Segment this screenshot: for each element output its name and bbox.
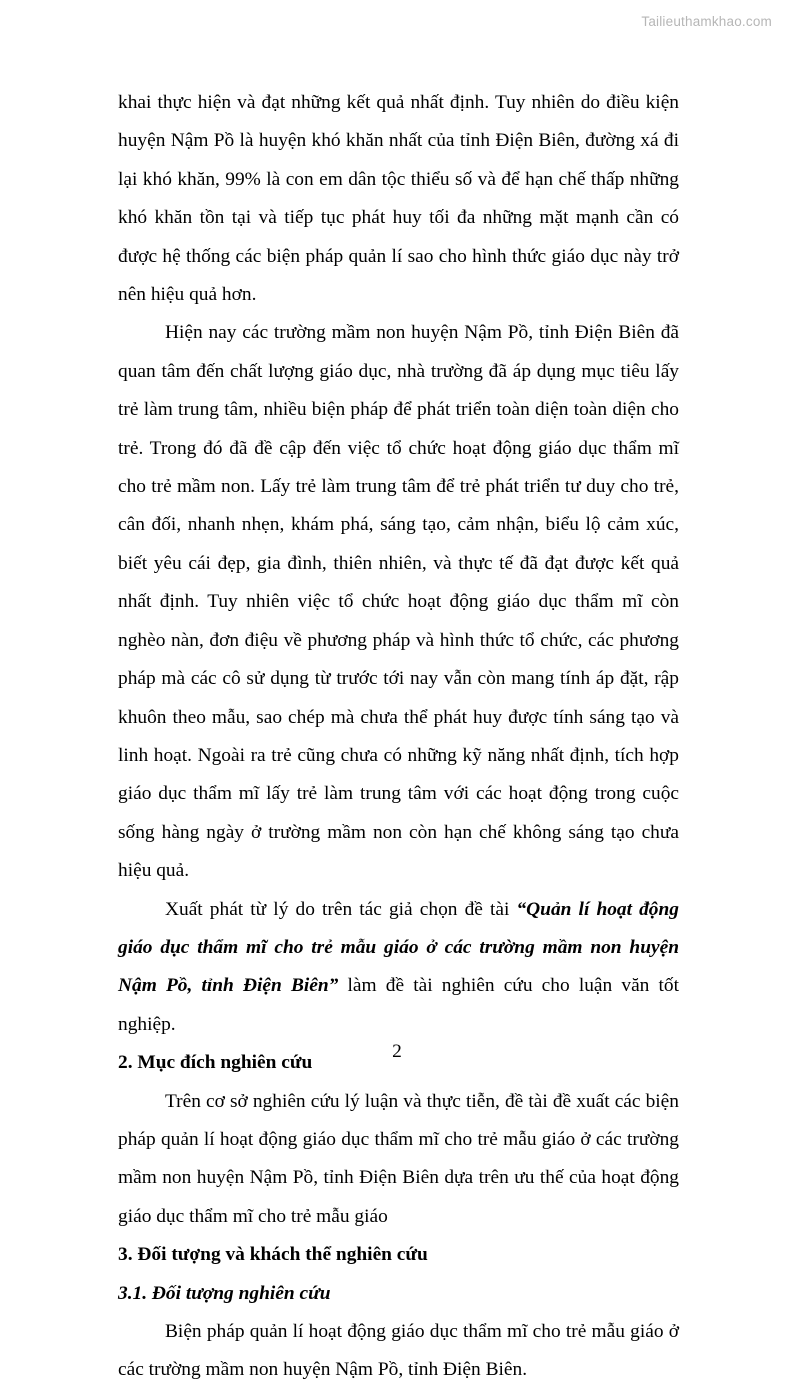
page-number: 2 (392, 1041, 402, 1062)
heading-purpose: 2. Mục đích nghiên cứu (118, 1052, 313, 1074)
thesis-tail-text: làm đề tài nghiên cứu cho luận văn tốt nghiệp. (118, 975, 680, 1035)
watermark-text: Tailieuthamkhao.com (641, 14, 772, 29)
subheading-research-object: 3.1. Đối tượng nghiên cứu (118, 1282, 331, 1304)
paragraph-thesis-topic (118, 891, 679, 1045)
thesis-lead-text: Xuất phát từ lý do trên tác giả chọn đề tài (165, 898, 517, 920)
paragraph-research-object-body: Biện pháp quản lí hoạt động giáo dục thẩm mĩ cho trẻ mẫu giáo ở các trường mầm non huyện Nậm Pồ, tỉnh Điện Biên. (118, 1321, 679, 1381)
thesis-title-text: “Quản lí hoạt động giáo dục thẩm mĩ cho trẻ mẫu giáo ở các trường mầm non huyện Nậm Pồ, tỉnh Điện Biên” (118, 898, 679, 997)
paragraph-current-situation: Hiện nay các trường mầm non huyện Nậm Pồ, tỉnh Điện Biên đã quan tâm đến chất lượng giáo dục, nhà trường đã áp dụng mục tiêu lấy trẻ làm trung tâm, nhiều biện pháp để phát triển toàn diện toàn diện cho trẻ. Trong đó đã đề cập đến việc tổ chức hoạt động giáo dục thẩm mĩ cho trẻ mầm non. Lấy trẻ làm trung tâm để trẻ phát triển tư duy cho trẻ, cân đối, nhanh nhẹn, khám phá, sáng tạo, cảm nhận, biểu lộ cảm xúc, biết yêu cái đẹp, gia đình, thiên nhiên, và thực tế đã đạt được kết quả nhất định. Tuy nhiên việc tổ chức hoạt động giáo dục thẩm mĩ còn nghèo nàn, đơn điệu về phương pháp và hình thức tổ chức, các phương pháp mà các cô sử dụng từ trước tới nay vẫn còn mang tính áp đặt, rập khuôn theo mẫu, sao chép mà chưa thể phát huy được tính sáng tạo và linh hoạt. Ngoài ra trẻ cũng chưa có những kỹ năng nhất định, tích hợp giáo dục thẩm mĩ lấy trẻ làm trung tâm với các hoạt động trong cuộc sống hàng ngày ở trường mầm non còn hạn chế không sáng tạo chưa hiệu quả. (118, 322, 679, 882)
paragraph-continuation: khai thực hiện và đạt những kết quả nhất định. Tuy nhiên do điều kiện huyện Nậm Pồ là huyện khó khăn nhất của tỉnh Điện Biên, đường xá đi lại khó khăn, 99% là con em dân tộc thiểu số và để hạn chế thấp những khó khăn tồn tại và tiếp tục phát huy tối đa những mặt mạnh cần có được hệ thống các biện pháp quản lí sao cho hình thức giáo dục này trở nên hiệu quả hơn. (118, 92, 679, 306)
paragraph-purpose-body: Trên cơ sở nghiên cứu lý luận và thực tiễn, đề tài đề xuất các biện pháp quản lí hoạt động giáo dục thẩm mĩ cho trẻ mẫu giáo ở các trường mầm non huyện Nậm Pồ, tỉnh Điện Biên dựa trên ưu thế của hoạt động giáo dục thẩm mĩ cho trẻ mẫu giáo (118, 1090, 679, 1227)
page-content (118, 84, 679, 1390)
heading-object-and-subject: 3. Đối tượng và khách thể nghiên cứu (118, 1244, 428, 1266)
